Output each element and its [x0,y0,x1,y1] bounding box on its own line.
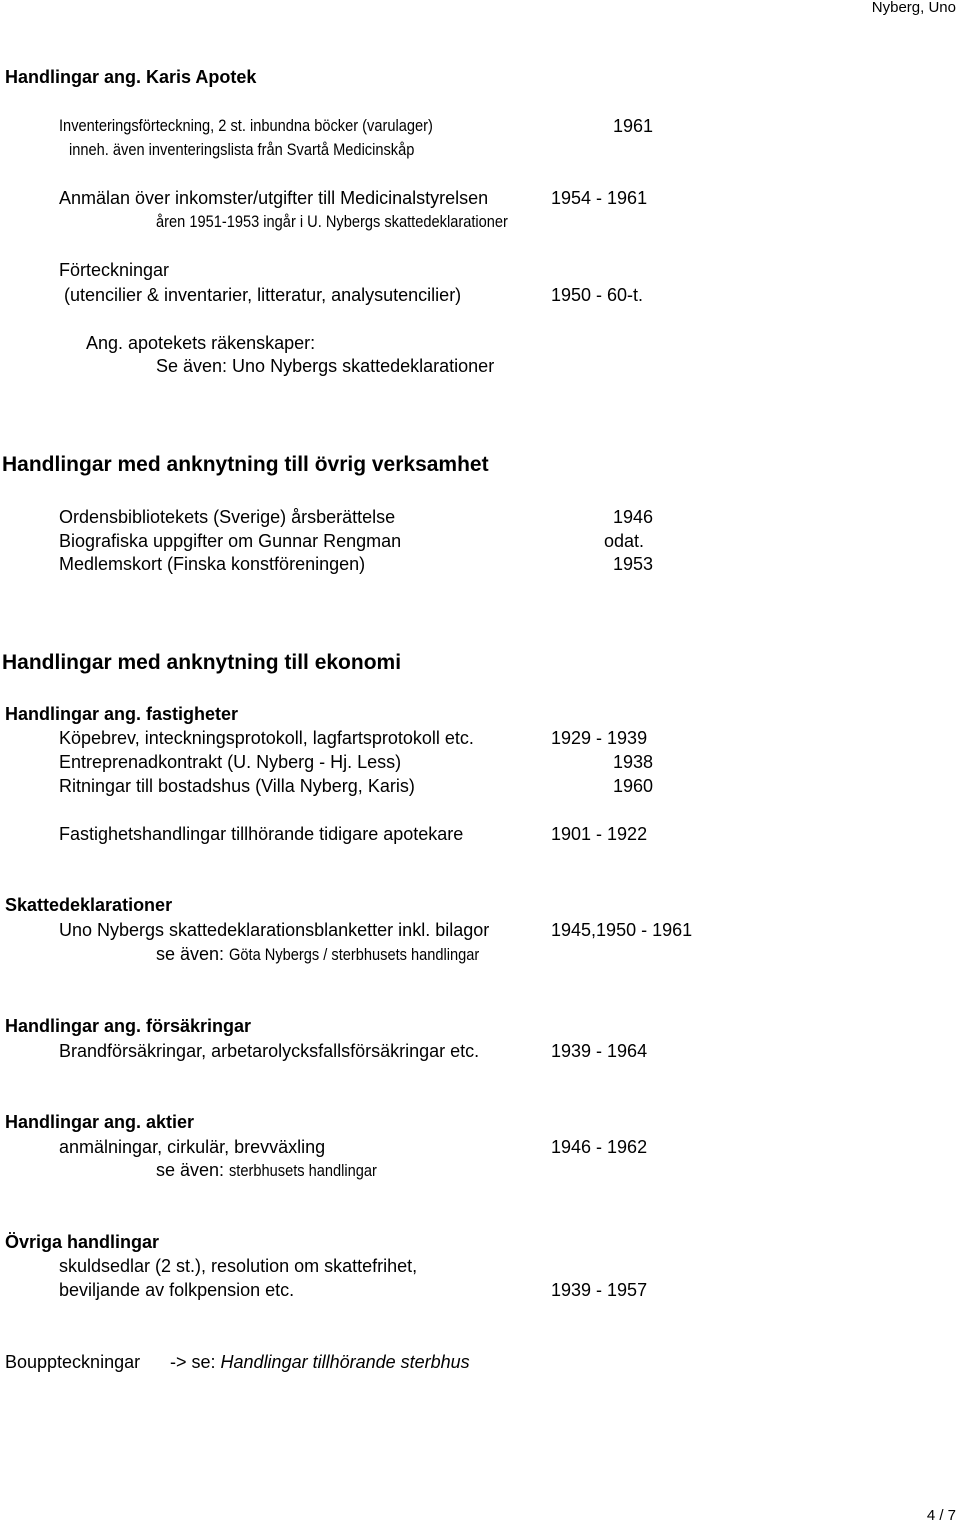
page-number: 4 / 7 [926,1507,956,1524]
lists-title: Förteckningar [59,260,170,280]
other-documents-year: 1939 - 1957 [551,1280,648,1300]
lists-detail: (utencilier & inventarier, litteratur, analysutencilier) [64,285,462,305]
other-row-1-label: Ordensbibliotekets (Sverige) årsberättelse [59,507,396,527]
accounts-note: Ang. apotekets räkenskaper: [86,333,316,353]
page-header-author: Nyberg, Uno [871,0,956,16]
tax-see-prefix: se även: [156,944,230,964]
subsection-title-real-estate: Handlingar ang. fastigheter [5,704,239,724]
other-documents-line-1: skuldsedlar (2 st.), resolution om skattefrihet, [59,1256,418,1276]
estate-inventories-ref-text: Handlingar tillhörande sterbhus [220,1352,470,1372]
inventory-line-1: Inventeringsförteckning, 2 st. inbundna böcker (varulager) [59,116,433,135]
section-title-other-activities: Handlingar med anknytning till övrig verksamhet [2,453,489,476]
real-estate-row-2-label: Entreprenadkontrakt (U. Nyberg - Hj. Less) [59,752,402,772]
other-row-3-year: 1953 [613,554,654,574]
real-estate-row-3-label: Ritningar till bostadshus (Villa Nyberg, Karis) [59,776,415,796]
subsection-title-insurance: Handlingar ang. försäkringar [5,1016,252,1036]
tax-line-1: Uno Nybergs skattedeklarationsblanketter inkl. bilagor [59,920,490,940]
tax-year: 1945,1950 - 1961 [551,920,693,940]
medicinal-report-line-2: åren 1951-1953 ingår i U. Nybergs skattedeklarationer [156,212,508,231]
shares-see-prefix: se även: [156,1160,230,1180]
other-row-1-year: 1946 [613,507,654,527]
other-row-2-year: odat. [604,531,645,551]
tax-see-reference: Göta Nybergs / sterbhusets handlingar [229,945,480,964]
shares-see-reference: sterbhusets handlingar [229,1161,377,1180]
real-estate-row-3-year: 1960 [613,776,654,796]
medicinal-report-year: 1954 - 1961 [551,188,648,208]
estate-inventories-reference [170,1351,470,1373]
accounts-see-also: Se även: Uno Nybergs skattedeklarationer [156,356,495,376]
lists-year: 1950 - 60-t. [551,285,644,305]
other-documents-line-2: beviljande av folkpension etc. [59,1280,295,1300]
shares-line-1: anmälningar, cirkulär, brevväxling [59,1137,326,1157]
estate-inventories-arrow: -> se: [170,1352,221,1372]
real-estate-row-2-year: 1938 [613,752,654,772]
subsection-title-tax: Skattedeklarationer [5,895,173,915]
section-title-economy: Handlingar med anknytning till ekonomi [2,651,402,674]
insurance-year: 1939 - 1964 [551,1041,648,1061]
other-row-2-label: Biografiska uppgifter om Gunnar Rengman [59,531,402,551]
subsection-title-shares: Handlingar ang. aktier [5,1112,195,1132]
real-estate-row-4-label: Fastighetshandlingar tillhörande tidigare apotekare [59,824,464,844]
real-estate-row-1-year: 1929 - 1939 [551,728,648,748]
insurance-line-1: Brandförsäkringar, arbetarolycksfallsförsäkringar etc. [59,1041,480,1061]
real-estate-row-4-year: 1901 - 1922 [551,824,648,844]
other-row-3-label: Medlemskort (Finska konstföreningen) [59,554,366,574]
subsection-title-other-documents: Övriga handlingar [5,1232,160,1252]
section-title-karis-apotek: Handlingar ang. Karis Apotek [5,67,257,87]
shares-see-also [156,1159,401,1182]
medicinal-report-line-1: Anmälan över inkomster/utgifter till Medicinalstyrelsen [59,188,489,208]
shares-year: 1946 - 1962 [551,1137,648,1157]
inventory-line-2: inneh. även inventeringslista från Svartå Medicinskåp [69,140,415,159]
inventory-year: 1961 [613,116,654,136]
real-estate-row-1-label: Köpebrev, inteckningsprotokoll, lagfartsprotokoll etc. [59,728,474,748]
tax-see-also [156,943,520,966]
estate-inventories-label: Bouppteckningar [5,1352,141,1372]
